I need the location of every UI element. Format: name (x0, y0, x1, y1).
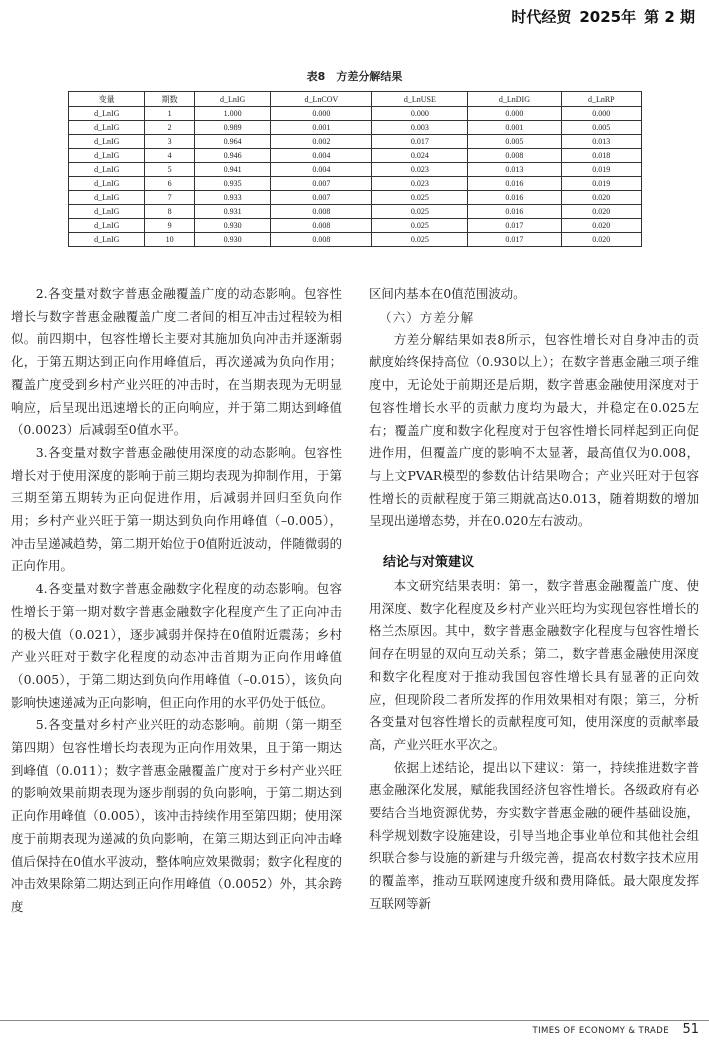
table-cell: d_LnIG (69, 233, 145, 247)
table-body (69, 107, 642, 247)
table-cell: 0.016 (468, 205, 561, 219)
table-cell: 10 (145, 233, 194, 247)
paragraph: 5.各变量对乡村产业兴旺的动态影响。前期（第一期至第四期）包容性增长均表现为正向作用效果，且于第一期达到峰值（0.011）；数字普惠金融覆盖广度对于乡村产业兴旺的影响效果前期表现为逐步削弱的负向影响，于第二期达到正向作用峰值（0.005），该冲击持续作用至第四期；使用深度于前期表现为递减的负向影响，在第三期达到正向冲击峰值后保持在0值水平波动，整体响应效果微弱；数字化程度的冲击效果除第二期达到正向作用峰值（0.0052）外，其余跨度 (11, 717, 342, 914)
subsection-heading: （六）方差分解 (379, 309, 475, 325)
table-row (69, 219, 642, 233)
footer-journal-en: TIMES OF ECONOMY & TRADE (532, 1026, 669, 1036)
table-cell: 0.933 (194, 191, 270, 205)
table-cell: 0.025 (372, 205, 468, 219)
table-cell: 0.000 (271, 107, 372, 121)
table-row (69, 121, 642, 135)
table-cell: d_LnIG (69, 205, 145, 219)
journal-name: 时代经贸 (511, 8, 572, 26)
table-cell: 0.017 (468, 233, 561, 247)
table-header-cell: d_LnDIG (468, 92, 561, 107)
table-header-cell: d_LnIG (194, 92, 270, 107)
table-cell: 8 (145, 205, 194, 219)
table-cell: 1 (145, 107, 194, 121)
table-cell: 0.019 (561, 163, 641, 177)
table-cell: 0.005 (468, 135, 561, 149)
table-cell: d_LnIG (69, 191, 145, 205)
table-cell: 0.025 (372, 233, 468, 247)
table-cell: 0.930 (194, 219, 270, 233)
paragraph: 本文研究结果表明：第一，数字普惠金融覆盖广度、使用深度、数字化程度及乡村产业兴旺均为实现包容性增长的格兰杰原因。其中，数字普惠金融数字化程度与包容性增长间存在明显的双向互动关系；第二，数字普惠金融使用深度和数字化程度对于推动我国包容性增长具有显著的正向效应，但现阶段二者所发挥的作用效果相对有限；第三，分析各变量对包容性增长的贡献程度可知，使用深度的贡献率最高，产业兴旺水平次之。 (369, 578, 699, 752)
table-cell: 3 (145, 135, 194, 149)
table-row (69, 177, 642, 191)
header-text (503, 6, 695, 27)
table-cell: 0.023 (372, 177, 468, 191)
table-header-cell: 期数 (145, 92, 194, 107)
table-cell: 0.020 (561, 219, 641, 233)
table-header-cell: d_LnRP (561, 92, 641, 107)
table-cell: 0.017 (468, 219, 561, 233)
table-cell: 0.964 (194, 135, 270, 149)
table-cell: 0.989 (194, 121, 270, 135)
table-cell: 0.018 (561, 149, 641, 163)
table-cell: 6 (145, 177, 194, 191)
table-cell: 0.008 (271, 219, 372, 233)
table-cell: 0.016 (468, 191, 561, 205)
section-spacer (369, 533, 699, 551)
table-row (69, 233, 642, 247)
table-cell: 0.025 (372, 219, 468, 233)
table-cell: 5 (145, 163, 194, 177)
table-cell: 0.004 (271, 149, 372, 163)
table-row (69, 205, 642, 219)
table-cell: 0.023 (372, 163, 468, 177)
table-cell: 0.000 (561, 107, 641, 121)
table-cell: 2 (145, 121, 194, 135)
paragraph: 区间内基本在0值范围波动。 (369, 286, 526, 301)
table-cell: 0.000 (372, 107, 468, 121)
table-cell: 0.020 (561, 233, 641, 247)
left-column (11, 283, 342, 919)
table-cell: 0.020 (561, 191, 641, 205)
page-number: 51 (682, 1022, 699, 1037)
table-row (69, 107, 642, 121)
table-cell: 0.007 (271, 177, 372, 191)
table-cell: 0.001 (468, 121, 561, 135)
table-row (69, 191, 642, 205)
table-cell: 0.020 (561, 205, 641, 219)
right-column (369, 283, 699, 916)
table-cell: 0.013 (561, 135, 641, 149)
table-cell: 0.946 (194, 149, 270, 163)
table-cell: 0.013 (468, 163, 561, 177)
table-cell: 0.007 (271, 191, 372, 205)
table-cell: 0.016 (468, 177, 561, 191)
variance-decomposition-table (68, 91, 642, 247)
paragraph: 4.各变量对数字普惠金融数字化程度的动态影响。包容性增长于第一期对数字普惠金融数字化程度产生了正向冲击的极大值（0.021），逐步减弱并保持在0值附近震荡；乡村产业兴旺对于数字化程度的动态冲击首期为正向作用峰值（0.005），于第二期达到负向作用峰值（–0.015），该负向影响快速递减为正向影响，但正向作用的水平仍处于低位。 (11, 581, 342, 710)
table-cell: 0.000 (468, 107, 561, 121)
paragraph: 方差分解结果如表8所示，包容性增长对自身冲击的贡献度始终保持高位（0.930以上）；在数字普惠金融三项子维度中，无论处于前期还是后期，数字普惠金融使用深度对于包容性增长水平的贡献力度均为最大，并稳定在0.025左右；覆盖广度和数字化程度对于包容性增长同样起到正向促进作用，但覆盖广度的影响不太显著，最高值仅为0.008，与上文PVAR模型的参数估计结果吻合；产业兴旺对于包容性增长的贡献程度于第三期就高达0.013，随着期数的增加呈现出递增态势，并在0.020左右波动。 (369, 331, 699, 529)
paragraph: 依据上述结论，提出以下建议：第一，持续推进数字普惠金融深化发展，赋能我国经济包容性增长。各级政府有必要结合当地资源优势，夯实数字普惠金融的硬件基础设施，科学规划数字设施建设，引导当地企事业单位和其他社会组织联合参与设施的新建与升级完善，提高农村数字技术应用的覆盖率，推动互联网速度升级和费用降低。最大限度发挥互联网等新 (369, 759, 699, 911)
section-heading: 结论与对策建议 (383, 555, 475, 571)
table-header-cell: d_LnUSE (372, 92, 468, 107)
table-cell: 0.024 (372, 149, 468, 163)
table-cell: d_LnIG (69, 163, 145, 177)
table-cell: 0.025 (372, 191, 468, 205)
table-cell: 0.004 (271, 163, 372, 177)
table-cell: 0.930 (194, 233, 270, 247)
table-cell: 0.001 (271, 121, 372, 135)
table-caption: 表8 方差分解结果 (306, 70, 403, 83)
table-cell: 0.019 (561, 177, 641, 191)
paragraph: 3.各变量对数字普惠金融使用深度的动态影响。包容性增长对于使用深度的影响于前三期均表现为抑制作用，于第三期至第五期转为正向促进作用，后减弱并回归至负向作用；乡村产业兴旺于第一期达到负向作用峰值（–0.005），冲击呈递减趋势，第二期开始位于0值附近波动，伴随微弱的正向作用。 (11, 444, 342, 574)
paragraph: 2.各变量对数字普惠金融覆盖广度的动态影响。包容性增长与数字普惠金融覆盖广度二者间的相互冲击过程较为相似。前四期中，包容性增长主要对其施加负向冲击并逐渐弱化，于第五期达到正向作用峰值后，再次递减为负向作用；覆盖广度受到乡村产业兴旺的冲击时，在当期表现为无明显响应，后呈现出迅速增长的正向响应，并于第二期达到峰值（0.0023）后减弱至0值水平。 (11, 286, 342, 438)
table-cell: 0.008 (271, 205, 372, 219)
table-row (69, 163, 642, 177)
page-header (0, 0, 709, 40)
table-header-cell: d_LnCOV (271, 92, 372, 107)
table-cell: 0.003 (372, 121, 468, 135)
table-cell: d_LnIG (69, 149, 145, 163)
table-cell: d_LnIG (69, 135, 145, 149)
table-cell: 0.008 (468, 149, 561, 163)
table-cell: 0.941 (194, 163, 270, 177)
footer-rule (0, 1020, 709, 1021)
table-row (69, 149, 642, 163)
header-year: 2025年 (579, 8, 637, 26)
table-cell: d_LnIG (69, 107, 145, 121)
table-cell: 0.935 (194, 177, 270, 191)
table-cell: d_LnIG (69, 177, 145, 191)
table-cell: 7 (145, 191, 194, 205)
table-cell: 0.002 (271, 135, 372, 149)
table-cell: d_LnIG (69, 219, 145, 233)
header-issue: 第 2 期 (644, 8, 695, 26)
table-cell: 0.017 (372, 135, 468, 149)
table-cell: 4 (145, 149, 194, 163)
table-cell: 1.000 (194, 107, 270, 121)
table-header-row (69, 92, 642, 107)
table-cell: 0.931 (194, 205, 270, 219)
table-cell: 9 (145, 219, 194, 233)
table-cell: d_LnIG (69, 121, 145, 135)
table-header-cell: 变量 (69, 92, 145, 107)
table-cell: 0.005 (561, 121, 641, 135)
table-row (69, 135, 642, 149)
table-cell: 0.008 (271, 233, 372, 247)
